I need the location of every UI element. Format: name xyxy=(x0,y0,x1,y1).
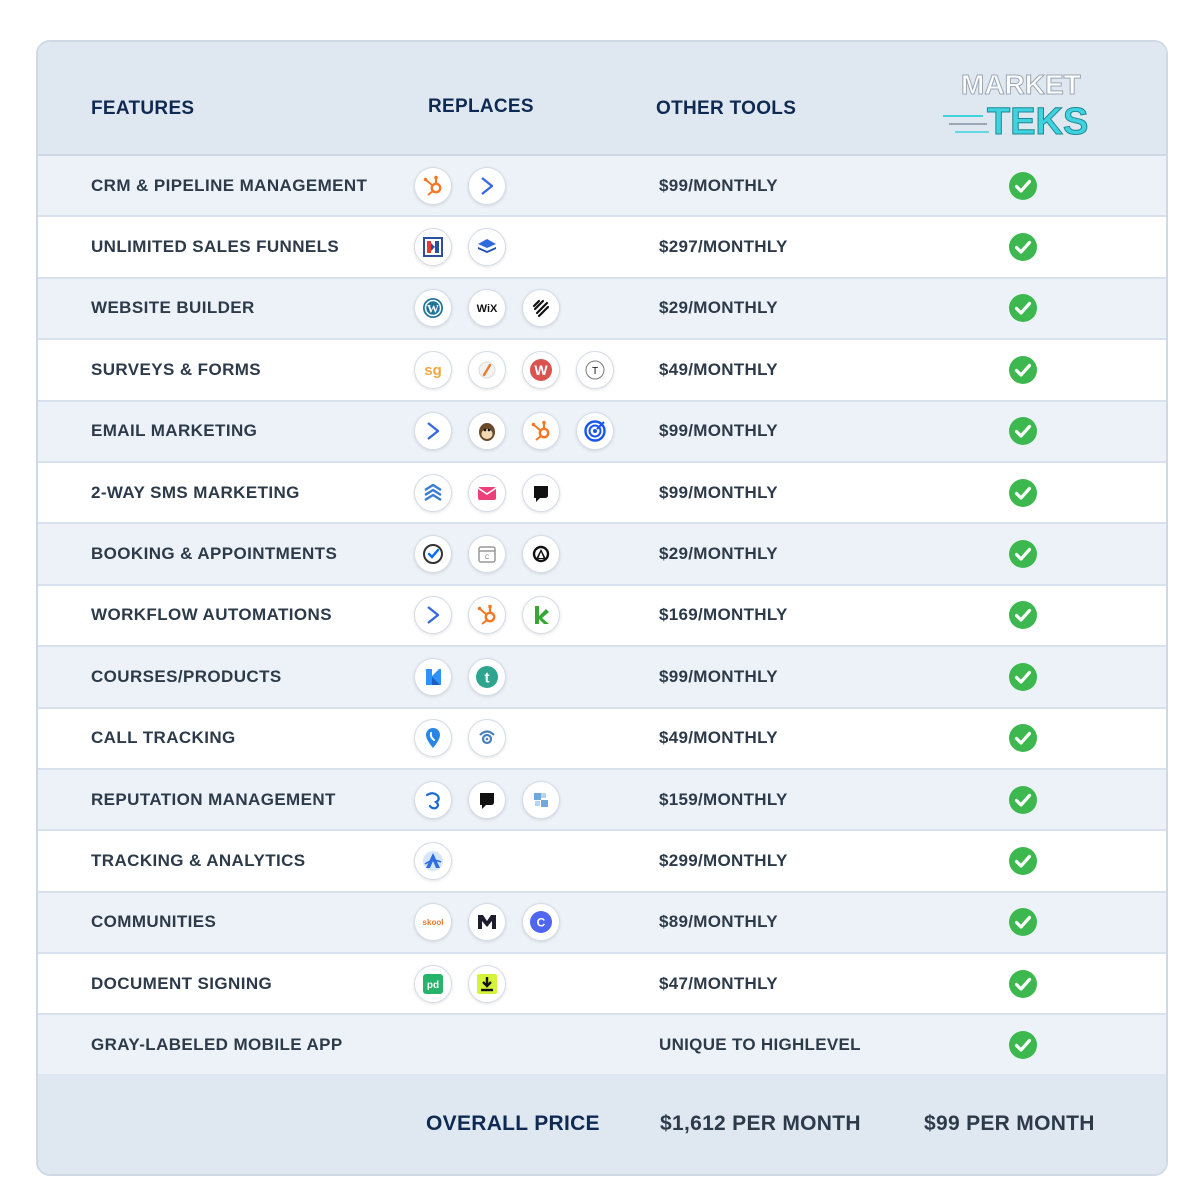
feature-name: 2-WAY SMS MARKETING xyxy=(91,482,300,502)
other-tools-price: $159/MONTHLY xyxy=(659,789,788,809)
other-tools-price: $29/MONTHLY xyxy=(659,298,778,318)
check-icon xyxy=(1008,662,1038,692)
podium-icon xyxy=(468,781,506,819)
other-tools-price: $29/MONTHLY xyxy=(659,544,778,564)
other-tools-price: $99/MONTHLY xyxy=(659,482,778,502)
feature-name: UNLIMITED SALES FUNNELS xyxy=(91,237,340,257)
skool-icon xyxy=(414,903,452,941)
acuity-icon xyxy=(522,535,560,573)
table-row xyxy=(38,647,1166,708)
teachable-icon-text: t xyxy=(484,669,490,687)
podium-icon xyxy=(522,474,560,512)
other-tools-column-header: OTHER TOOLS xyxy=(656,98,797,119)
check-icon xyxy=(1008,416,1038,446)
check-icon xyxy=(1008,171,1038,201)
brand-logo xyxy=(943,66,1093,140)
feature-name: GRAY-LABELED MOBILE APP xyxy=(91,1035,343,1055)
table-row xyxy=(38,463,1166,524)
constant-contact-icon xyxy=(576,412,614,450)
replaced-tools xyxy=(414,156,506,215)
replaced-tools xyxy=(414,524,560,583)
hubspot-icon xyxy=(468,596,506,634)
table-row xyxy=(38,586,1166,647)
other-tools-price: UNIQUE TO HIGHLEVEL xyxy=(659,1035,861,1055)
leadpages-icon xyxy=(468,228,506,266)
typeform-icon xyxy=(576,351,614,389)
hubspot-icon xyxy=(414,167,452,205)
table-row xyxy=(38,340,1166,401)
svg-text:C: C xyxy=(484,555,490,562)
check-icon xyxy=(1008,969,1038,999)
features-column-header: FEATURES xyxy=(91,98,195,119)
table-row xyxy=(38,279,1166,340)
replaces-column-header: REPLACES xyxy=(428,96,534,117)
feature-name: CRM & PIPELINE MANAGEMENT xyxy=(91,175,368,195)
kajabi-icon xyxy=(414,658,452,696)
replaced-tools xyxy=(414,279,560,338)
other-tools-price: $99/MONTHLY xyxy=(659,421,778,441)
brand-total: $99 PER MONTH xyxy=(924,1112,1095,1135)
sms-mail-icon xyxy=(468,474,506,512)
table-row xyxy=(38,524,1166,585)
replaced-tools xyxy=(414,586,560,645)
feature-name: COURSES/PRODUCTS xyxy=(91,666,282,686)
check-icon xyxy=(1008,1030,1038,1060)
wix-icon-text: WiX xyxy=(476,303,498,316)
pandadoc-icon-text: pd xyxy=(426,979,440,991)
calendar-icon xyxy=(468,535,506,573)
brand-logo-line2: TEKS xyxy=(987,101,1089,140)
feature-name: COMMUNITIES xyxy=(91,912,217,932)
replaced-tools xyxy=(414,893,560,952)
check-icon xyxy=(1008,478,1038,508)
other-tools-price: $49/MONTHLY xyxy=(659,728,778,748)
mighty-networks-icon xyxy=(468,903,506,941)
keap-icon xyxy=(522,596,560,634)
pandadoc-icon xyxy=(414,965,452,1003)
check-icon xyxy=(1008,723,1038,753)
replaced-tools xyxy=(414,340,614,399)
table-row xyxy=(38,402,1166,463)
table-row xyxy=(38,893,1166,954)
docusign-icon xyxy=(468,965,506,1003)
circle-icon-text: C xyxy=(536,915,546,930)
check-icon xyxy=(1008,785,1038,815)
table-header xyxy=(38,42,1166,156)
callrail-icon xyxy=(414,719,452,757)
other-tools-price: $49/MONTHLY xyxy=(659,359,778,379)
table-footer xyxy=(38,1074,1166,1174)
feature-name: BOOKING & APPOINTMENTS xyxy=(91,544,338,564)
svg-text:W: W xyxy=(534,361,548,378)
check-icon xyxy=(1008,907,1038,937)
yext-icon xyxy=(522,781,560,819)
replaced-tools xyxy=(414,770,560,829)
birdeye-icon xyxy=(414,781,452,819)
feature-rows xyxy=(38,156,1166,1077)
clickfunnels-icon xyxy=(414,228,452,266)
replaced-tools xyxy=(414,709,506,768)
other-tools-price: $297/MONTHLY xyxy=(659,237,788,257)
teachable-icon xyxy=(468,658,506,696)
table-row xyxy=(38,1015,1166,1076)
feature-name: REPUTATION MANAGEMENT xyxy=(91,789,336,809)
table-row xyxy=(38,709,1166,770)
analytics-icon xyxy=(414,842,452,880)
mailchimp-icon xyxy=(468,412,506,450)
activecampaign-icon xyxy=(414,412,452,450)
replaced-tools xyxy=(414,831,452,890)
other-tools-price: $89/MONTHLY xyxy=(659,912,778,932)
textmagic-icon xyxy=(414,474,452,512)
typeform-icon-text: T xyxy=(591,365,599,377)
other-tools-price: $47/MONTHLY xyxy=(659,973,778,993)
hubspot-icon xyxy=(522,412,560,450)
table-row xyxy=(38,770,1166,831)
replaced-tools xyxy=(414,647,506,706)
feature-name: CALL TRACKING xyxy=(91,728,236,748)
wordpress-icon xyxy=(414,289,452,327)
jotform-icon xyxy=(468,351,506,389)
table-row xyxy=(38,156,1166,217)
replaced-tools xyxy=(414,463,560,522)
surveygizmo-icon-text: sg xyxy=(424,361,442,379)
overall-price-label: OVERALL PRICE xyxy=(426,1112,600,1135)
other-tools-price: $99/MONTHLY xyxy=(659,666,778,686)
svg-text:W: W xyxy=(427,301,439,316)
table-row xyxy=(38,954,1166,1015)
other-tools-price: $299/MONTHLY xyxy=(659,850,788,870)
callfire-icon xyxy=(468,719,506,757)
check-icon xyxy=(1008,232,1038,262)
skool-icon-text: skool xyxy=(422,918,444,928)
check-icon xyxy=(1008,355,1038,385)
feature-name: WORKFLOW AUTOMATIONS xyxy=(91,605,332,625)
feature-name: TRACKING & ANALYTICS xyxy=(91,850,306,870)
comparison-card xyxy=(36,40,1168,1176)
circle-icon xyxy=(522,903,560,941)
feature-name: DOCUMENT SIGNING xyxy=(91,973,273,993)
table-row xyxy=(38,831,1166,892)
wufoo-icon xyxy=(522,351,560,389)
table-row xyxy=(38,217,1166,278)
replaced-tools xyxy=(414,402,614,461)
other-tools-price: $169/MONTHLY xyxy=(659,605,788,625)
check-icon xyxy=(1008,600,1038,630)
feature-name: SURVEYS & FORMS xyxy=(91,359,262,379)
brand-logo-line1: MARKET xyxy=(961,69,1081,100)
check-icon xyxy=(1008,293,1038,323)
feature-name: WEBSITE BUILDER xyxy=(91,298,255,318)
other-tools-total: $1,612 PER MONTH xyxy=(660,1112,861,1135)
squarespace-icon xyxy=(522,289,560,327)
feature-name: EMAIL MARKETING xyxy=(91,421,258,441)
replaced-tools xyxy=(414,954,506,1013)
check-icon xyxy=(1008,539,1038,569)
activecampaign-icon xyxy=(468,167,506,205)
wix-icon xyxy=(468,289,506,327)
calendly-icon xyxy=(414,535,452,573)
other-tools-price: $99/MONTHLY xyxy=(659,175,778,195)
replaced-tools xyxy=(414,217,506,276)
surveygizmo-icon xyxy=(414,351,452,389)
check-icon xyxy=(1008,846,1038,876)
activecampaign-icon xyxy=(414,596,452,634)
